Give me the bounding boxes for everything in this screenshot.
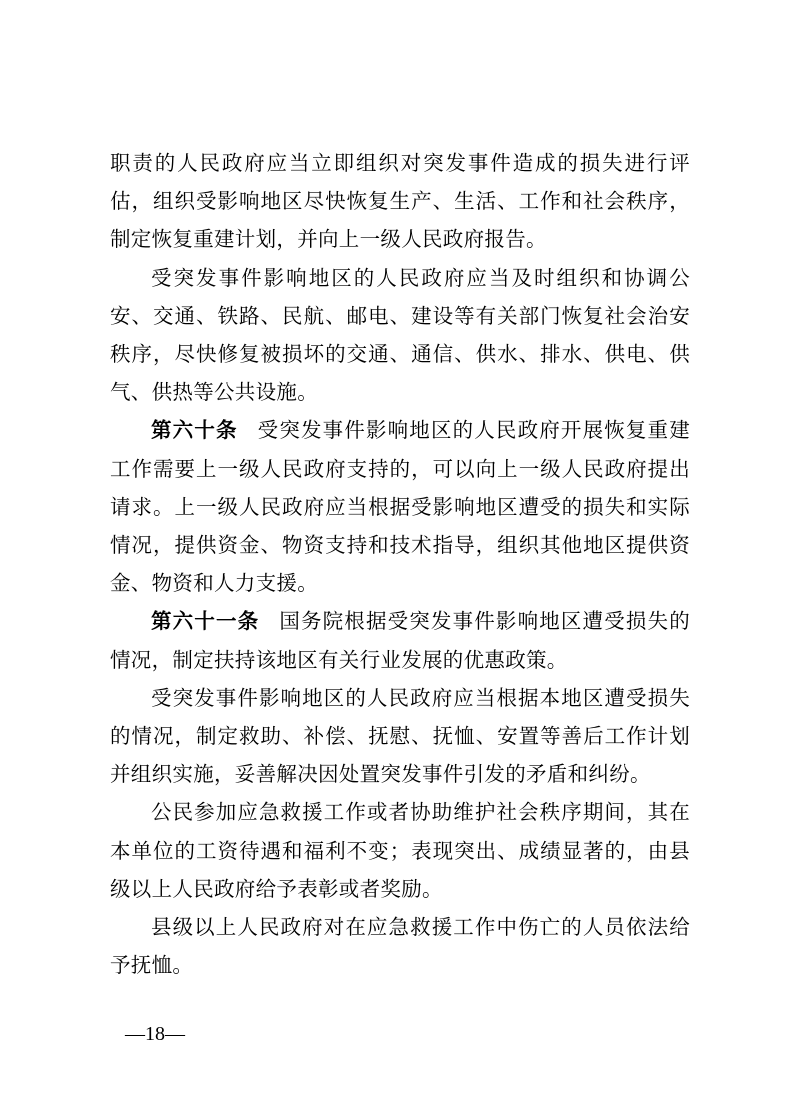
article-text: 国务院根据受突发事件影响地区遭受损失的情况，制定扶持该地区有关行业发展的优惠政策。: [110, 609, 691, 672]
document-body: [110, 144, 690, 984]
paragraph-aftermath-plan: 受突发事件影响地区的人民政府应当根据本地区遭受损失的情况，制定救助、补偿、抚慰、抚恤、安置等善后工作计划并组织实施，妥善解决因处置突发事件引发的矛盾和纠纷。: [110, 685, 690, 787]
paragraph-casualty-pension: 县级以上人民政府对在应急救援工作中伤亡的人员依法给予抚恤。: [110, 915, 690, 978]
paragraph-recovery-order: 受突发事件影响地区的人民政府应当及时组织和协调公安、交通、铁路、民航、邮电、建设等有关部门恢复社会治安秩序，尽快修复被损坏的交通、通信、供水、排水、供电、供气、供热等公共设施。: [110, 265, 690, 405]
paragraph-continuation: 职责的人民政府应当立即组织对突发事件造成的损失进行评估，组织受影响地区尽快恢复生产、生活、工作和社会秩序，制定恢复重建计划，并向上一级人民政府报告。: [110, 151, 690, 252]
paragraph-article-61: [110, 602, 690, 678]
article-number: 第六十一条: [151, 609, 260, 634]
article-text: 受突发事件影响地区的人民政府开展恢复重建工作需要上一级人民政府支持的，可以向上一级人民政府提出请求。上一级人民政府应当根据受影响地区遭受的损失和实际情况，提供资金、物资支持和技术指导，组织其他地区提供资金、物资和人力支援。: [110, 418, 691, 596]
page-number: —18—: [125, 1023, 185, 1045]
paragraph-citizen-wages: 公民参加应急救援工作或者协助维护社会秩序期间，其在本单位的工资待遇和福利不变；表现突出、成绩显著的，由县级以上人民政府给予表彰或者奖励。: [110, 800, 690, 901]
paragraph-article-60: [110, 411, 690, 602]
article-number: 第六十条: [151, 418, 238, 443]
